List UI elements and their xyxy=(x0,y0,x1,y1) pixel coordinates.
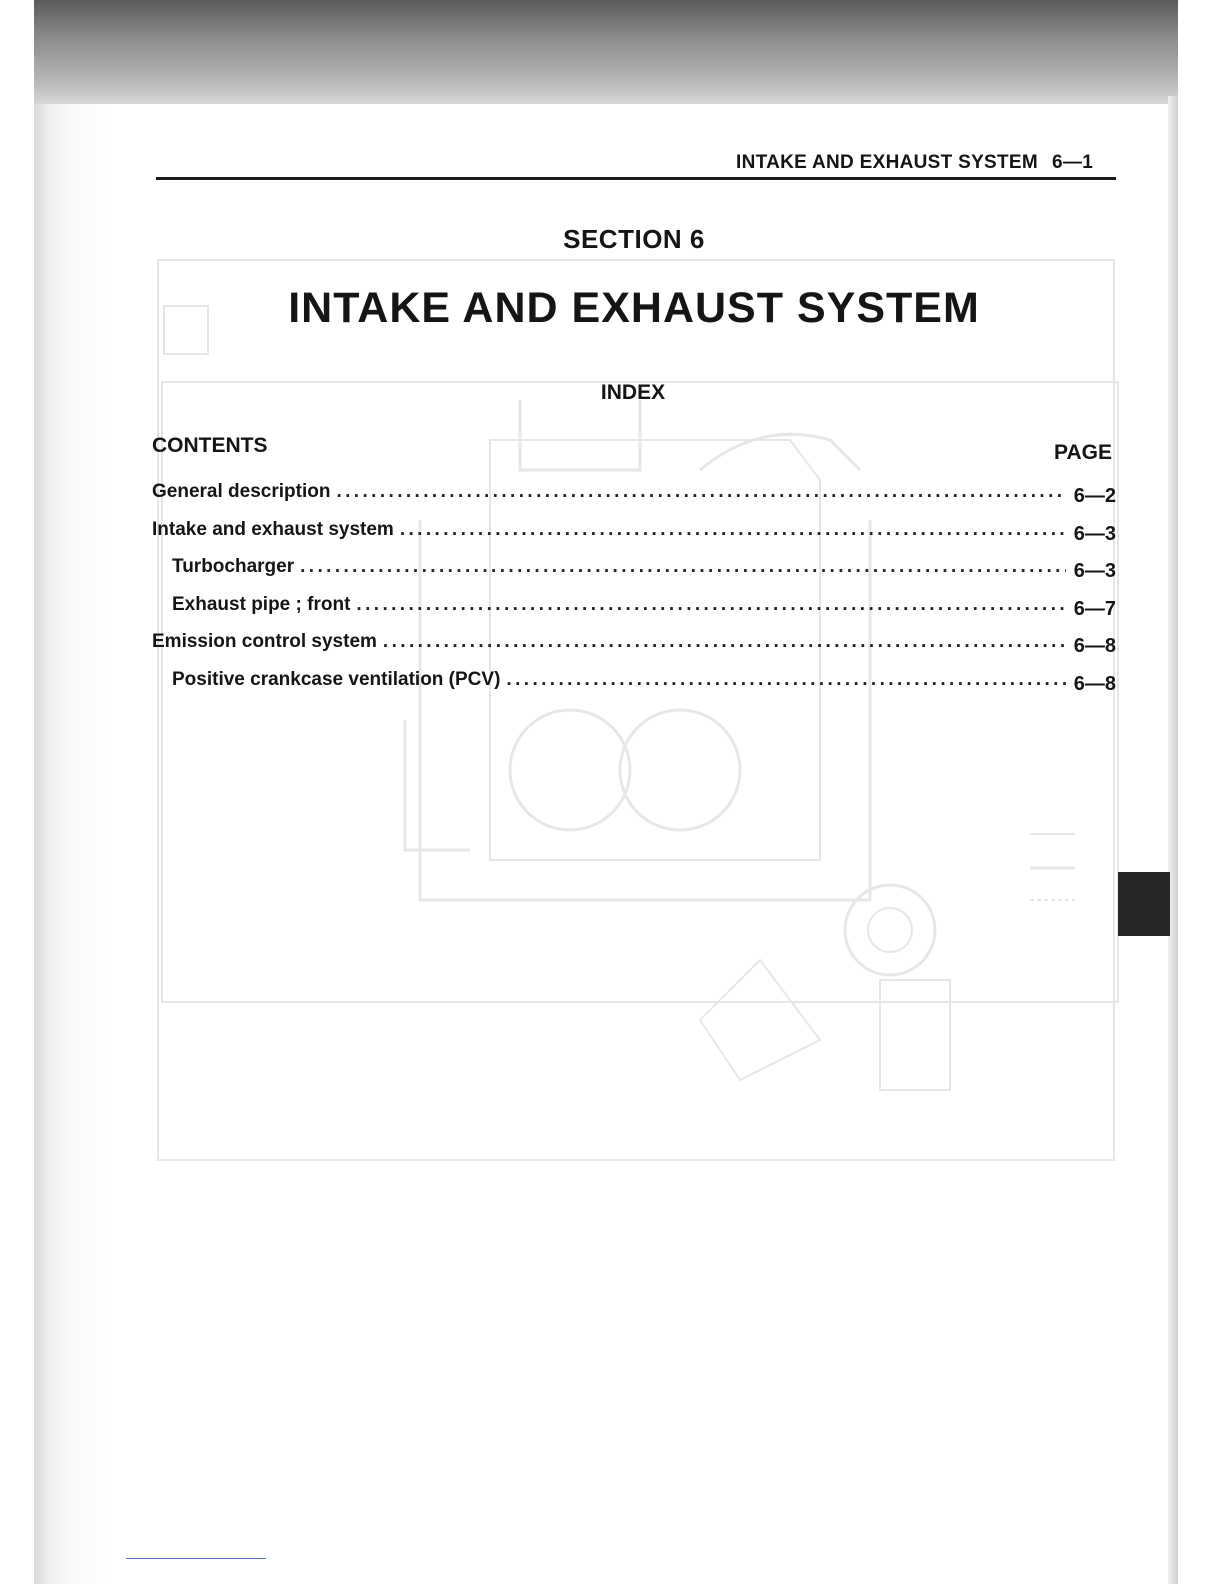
toc-leader-dots xyxy=(336,481,1065,503)
toc-entry-label: Exhaust pipe ; front xyxy=(172,593,351,615)
scanner-shadow-top xyxy=(34,0,1178,104)
header-title: INTAKE AND EXHAUST SYSTEM xyxy=(736,152,1039,173)
toc-entry-label: Positive crankcase ventilation (PCV) xyxy=(172,668,501,690)
toc-entry[interactable] xyxy=(152,480,1116,518)
toc-entry-label: Intake and exhaust system xyxy=(152,518,394,540)
toc-subentry[interactable] xyxy=(152,668,1116,706)
toc-leader-dots xyxy=(356,594,1065,616)
toc-leader-dots xyxy=(300,556,1066,578)
toc-entry-label: Turbocharger xyxy=(172,556,295,578)
toc-leader-dots xyxy=(383,631,1066,653)
table-of-contents xyxy=(152,480,1116,706)
bottom-margin-mark xyxy=(126,1558,266,1559)
toc-entry-page: 6—3 xyxy=(1073,560,1116,583)
page-title: INTAKE AND EXHAUST SYSTEM xyxy=(288,284,980,332)
section-thumb-tab xyxy=(1118,872,1170,936)
index-heading: INDEX xyxy=(600,381,666,404)
header-page-number: 6—1 xyxy=(1052,152,1094,173)
toc-entry-page: 6—7 xyxy=(1073,597,1116,620)
toc-entry[interactable] xyxy=(152,630,1116,668)
contents-heading: CONTENTS xyxy=(152,434,268,457)
section-number: SECTION 6 xyxy=(563,224,705,254)
toc-entry[interactable] xyxy=(152,518,1116,556)
toc-entry-page: 6—3 xyxy=(1073,522,1116,545)
toc-subentry[interactable] xyxy=(152,555,1116,593)
page-column-heading: PAGE xyxy=(1054,441,1112,464)
toc-leader-dots xyxy=(400,519,1066,541)
header-rule xyxy=(156,177,1116,180)
toc-entry-page: 6—8 xyxy=(1073,672,1116,695)
toc-entry-page: 6—8 xyxy=(1073,635,1116,658)
running-header xyxy=(736,152,1093,174)
toc-leader-dots xyxy=(506,669,1065,691)
toc-subentry[interactable] xyxy=(152,593,1116,631)
toc-entry-page: 6—2 xyxy=(1073,485,1116,507)
toc-entry-label: Emission control system xyxy=(152,631,377,653)
toc-entry-label: General description xyxy=(152,481,331,502)
